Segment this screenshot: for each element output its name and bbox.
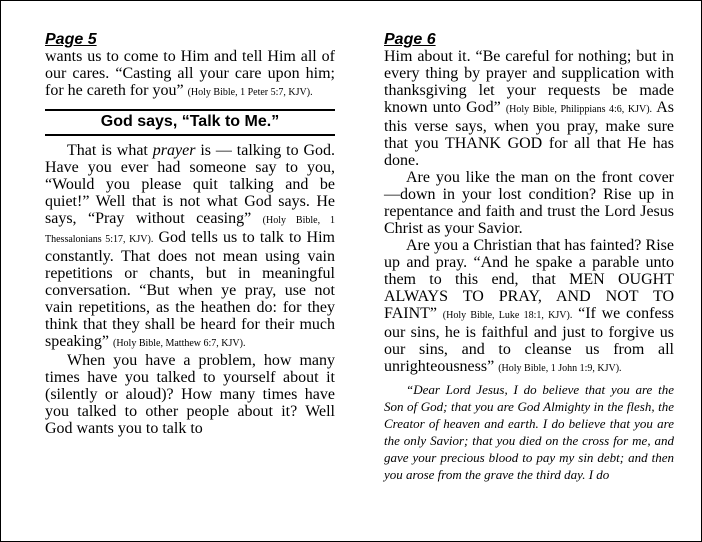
emphasis-prayer: prayer xyxy=(152,142,196,159)
text-run: “If we confess our sins, he is faithful and just to forgive us our sins, and to cleanse us from all unrighteousness” xyxy=(384,305,675,375)
scripture-reference: (Holy Bible, Philippians 4:6, KJV). xyxy=(505,104,653,115)
paragraph xyxy=(45,142,335,352)
text-run: is — talking to God. Have you ever had someone say to you, “Would you please quit talking and be quiet!” Well that is not what God says. He says, “Pray without ceasing” xyxy=(45,142,336,227)
section-heading: God says, “Talk to Me.” xyxy=(45,109,335,136)
page-5 xyxy=(45,31,335,437)
page-number-header: Page 5 xyxy=(45,31,97,48)
text-run: Him about it. “Be careful for nothing; but in every thing by prayer and supplication with thanksgiving let your requests be made known unto God” xyxy=(384,48,674,116)
scripture-reference: (Holy Bible, 1 Peter 5:7, KJV). xyxy=(187,87,313,98)
scripture-reference: (Holy Bible, 1 Thessalonians 5:17, KJV). xyxy=(45,215,336,245)
text-run: Are you a Christian that has fainted? Rise up and pray. “And he spake a parable unto them to this end, that MEN OUGHT ALWAYS TO PRAY, AND NOT TO FAINT” xyxy=(384,237,674,322)
scripture-reference: (Holy Bible, 1 John 1:9, KJV). xyxy=(498,363,622,374)
paragraph: Are you like the man on the front cover—down in your lost condition? Rise up in repentance and faith and trust the Lord Jesus Christ as your Savior. xyxy=(384,169,674,237)
text-run: As this verse says, when you pray, make sure that you THANK GOD for all that He has done. xyxy=(384,99,674,169)
page-number-header: Page 6 xyxy=(384,31,436,48)
intro-text: wants us to come to Him and tell Him all of our cares. “Casting all your care upon him; for he careth for you” xyxy=(45,48,335,99)
intro-paragraph xyxy=(45,48,335,101)
page-6 xyxy=(384,31,674,483)
sinners-prayer: “Dear Lord Jesus, I do believe that you are the Son of God; that you are God Almighty in the flesh, the Creator of heaven and earth. I do believe that you are the only Savior; that you died on the cross for me, and gave your precious blood to pay my sin debt; and then you arose from the grave the third day. I do xyxy=(384,382,674,482)
paragraph xyxy=(384,48,674,169)
scripture-reference: (Holy Bible, Luke 18:1, KJV). xyxy=(442,310,573,321)
text-run: That is what xyxy=(67,142,153,159)
text-run: God tells us to talk to Him constantly. That does not mean using vain repetitions or chants, but in meaningful conversation. “But when ye pray, use not vain repetitions, as the heathen do: for they think that they shall be heard for their much speaking” xyxy=(45,229,335,350)
paragraph xyxy=(384,237,674,377)
paragraph: When you have a problem, how many times have you talked to yourself about it (silently or aloud)? How many times have you talked to other people about it? Well God wants you to talk to xyxy=(45,352,335,437)
scripture-reference: (Holy Bible, Matthew 6:7, KJV). xyxy=(112,338,246,349)
